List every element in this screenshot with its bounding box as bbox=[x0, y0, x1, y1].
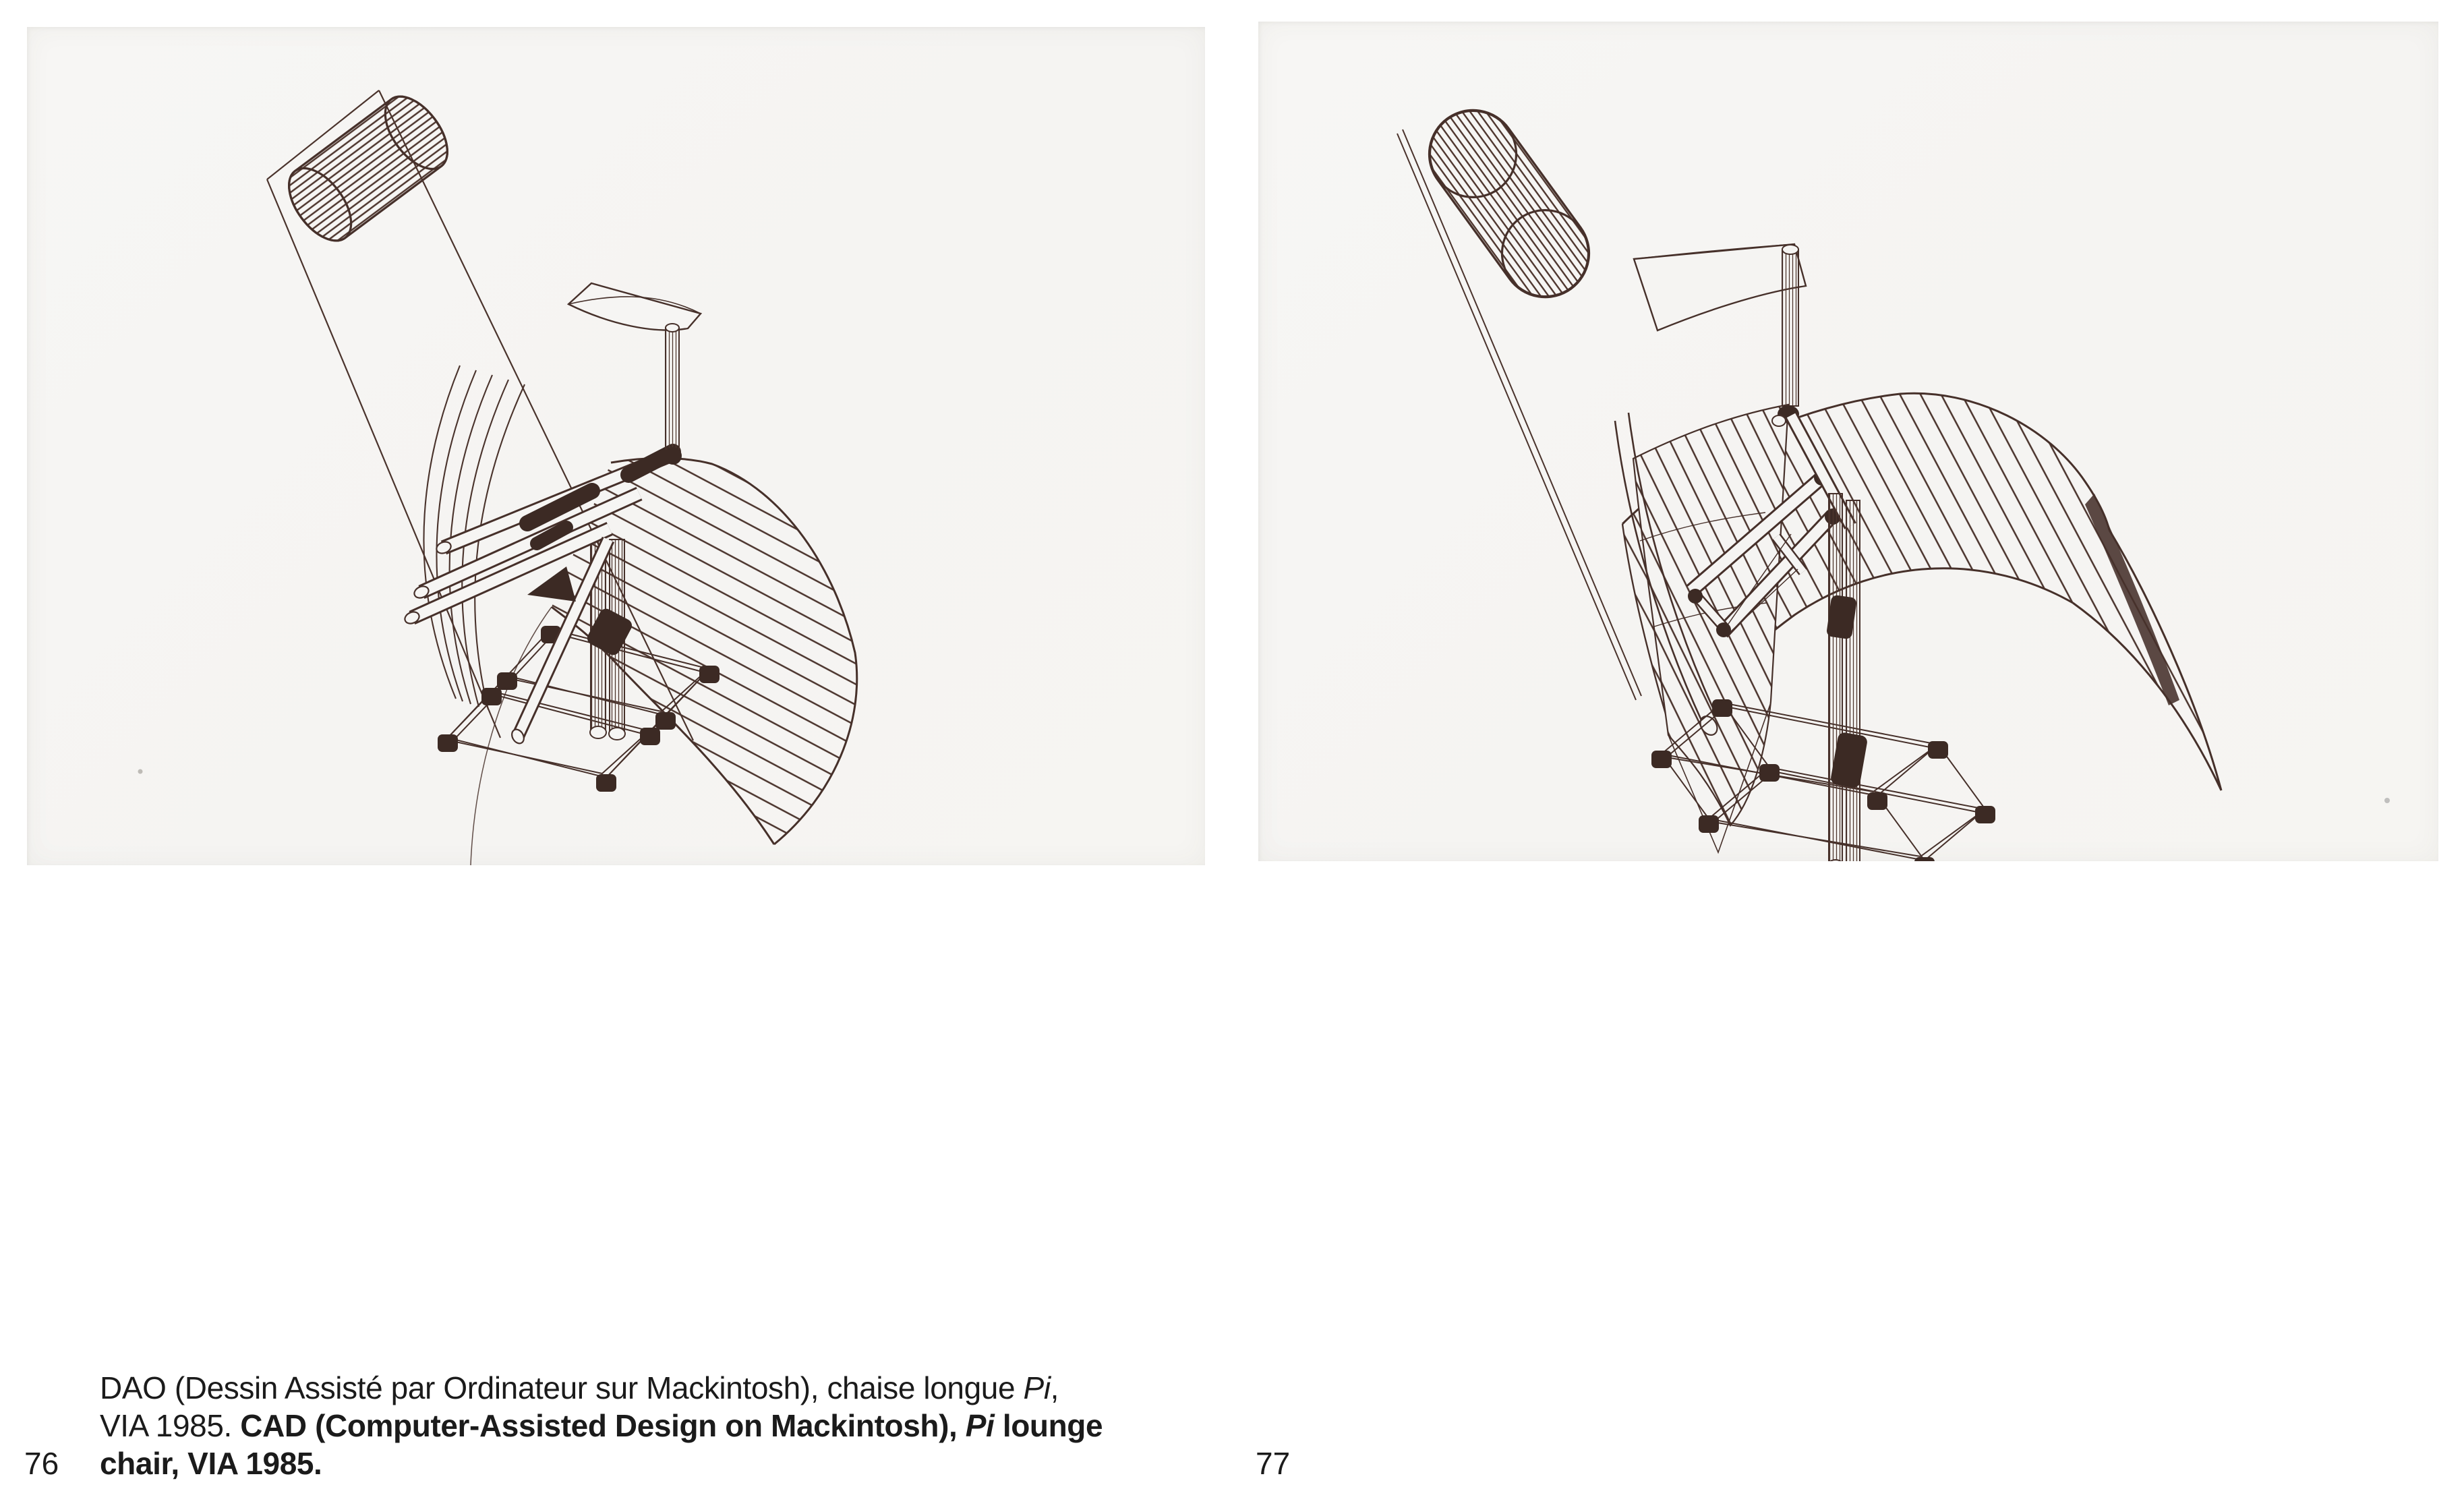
scanned-photo-right bbox=[1258, 22, 2438, 861]
cad-wireframe-drawing-view-1 bbox=[27, 27, 1205, 865]
caption-line-1: DAO (Dessin Assisté par Ordinateur sur Mackintosh), chaise longue Pi, bbox=[100, 1370, 1059, 1405]
page-number-right: 77 bbox=[1256, 1446, 1291, 1481]
caption-line-3: chair, VIA 1985. bbox=[100, 1446, 322, 1481]
cad-wireframe-drawing-view-2 bbox=[1258, 22, 2438, 861]
page-number-left: 76 bbox=[24, 1446, 59, 1481]
backrest-sling bbox=[1615, 405, 1788, 852]
caption-fr-text: DAO (Dessin Assisté par Ordinateur sur Mackintosh), chaise longue bbox=[100, 1370, 1024, 1405]
headrest-plate-assembly bbox=[568, 283, 701, 465]
scanned-photo-left bbox=[27, 27, 1205, 865]
scan-speck bbox=[138, 769, 143, 774]
caption-fr-chair-name: Pi bbox=[1023, 1370, 1051, 1405]
caption-en-chair-name: Pi bbox=[965, 1408, 995, 1443]
headrest-cylinder bbox=[276, 86, 459, 252]
headrest-cylinder bbox=[1412, 93, 1607, 315]
scan-speck bbox=[2384, 798, 2390, 803]
caption bbox=[100, 1369, 1192, 1482]
caption-line-2: VIA 1985. CAD (Computer-Assisted Design on Mackintosh), Pi lounge bbox=[100, 1408, 1103, 1443]
caption-en-text: CAD (Computer-Assisted Design on Mackintosh), bbox=[240, 1408, 966, 1443]
